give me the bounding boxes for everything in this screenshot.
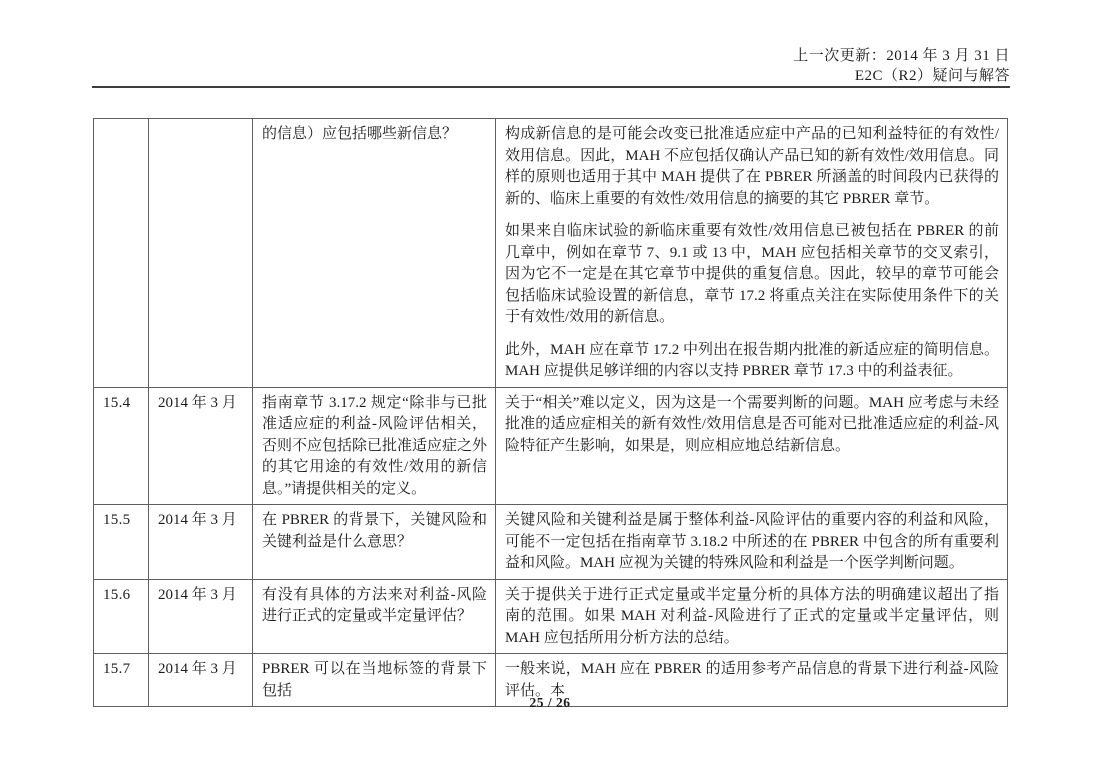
date-cell: 2014 年 3 月 [149,654,253,707]
answer-cell [496,579,1008,654]
qa-table-body [94,119,1008,707]
answer-paragraph: 构成新信息的是可能会改变已批准适应症中产品的已知利益特征的有效性/效用信息。因此，MAH 不应包括仅确认产品已知的新有效性/效用信息。同样的原则也适用于其中 MAH 提供了在 PBRER 所涵盖的时间段内已获得的新的、临床上重要的有效性/效用信息的摘要的其它 PBRER 章节。 [505,126,999,207]
question-number-cell [94,119,149,388]
question-number-cell: 15.5 [94,505,149,580]
question-cell: 的信息）应包括哪些新信息？ [253,119,496,388]
date-cell: 2014 年 3 月 [149,579,253,654]
question-cell: PBRER 可以在当地标签的背景下包括 [253,654,496,707]
page-header [793,46,1010,86]
question-cell: 在 PBRER 的背景下，关键风险和关键利益是什么意思？ [253,505,496,580]
answer-paragraph: 一般来说，MAH 应在 PBRER 的适用参考产品信息的背景下进行利益-风险评估。本 [505,661,999,699]
table-row [94,579,1008,654]
question-number-cell: 15.4 [94,387,149,505]
date-cell: 2014 年 3 月 [149,387,253,505]
question-cell: 有没有具体的方法来对利益-风险进行正式的定量或半定量评估？ [253,579,496,654]
answer-cell [496,387,1008,505]
question-number-cell: 15.7 [94,654,149,707]
date-cell: 2014 年 3 月 [149,505,253,580]
qa-table [93,118,1008,707]
table-row [94,119,1008,388]
answer-cell [496,505,1008,580]
date-cell [149,119,253,388]
question-cell: 指南章节 3.17.2 规定“除非与已批准适应症的利益-风险评估相关，否则不应包括除已批准适应症之外的其它用途的有效性/效用的新信息。”请提供相关的定义。 [253,387,496,505]
page-number: 25 / 26 [529,695,571,710]
question-number-cell: 15.6 [94,579,149,654]
answer-paragraph: 关于提供关于进行正式定量或半定量分析的具体方法的明确建议超出了指南的范围。如果 MAH 对利益-风险进行了正式的定量或半定量评估，则 MAH 应包括所用分析方法的总结。 [505,586,999,646]
answer-paragraph: 如果来自临床试验的新临床重要有效性/效用信息已被包括在 PBRER 的前几章中，例如在章节 7、9.1 或 13 中，MAH 应包括相关章节的交叉索引，因为它不一定是在其它章节中提供的重复信息。因此，较早的章节可能会包括临床试验设置的新信息，章节 17.2 将重点关注在实际使用条件下的关于有效性/效用的新信息。 [505,223,999,325]
table-row [94,387,1008,505]
answer-cell [496,119,1008,388]
answer-paragraph: 此外，MAH 应在章节 17.2 中列出在报告期内批准的新适应症的简明信息。MAH 应提供足够详细的内容以支持 PBRER 章节 17.3 中的利益表征。 [505,341,999,379]
document-title: E2C（R2）疑问与解答 [854,68,1010,84]
answer-paragraph: 关于“相关”难以定义，因为这是一个需要判断的问题。MAH 应考虑与未经批准的适应症相关的新有效性/效用信息是否可能对已批准适应症的利益-风险特征产生影响，如果是，则应相应地总结新信息。 [505,394,999,454]
header-rule [92,86,1010,88]
answer-paragraph: 关键风险和关键利益是属于整体利益-风险评估的重要内容的利益和风险，可能不一定包括在指南章节 3.18.2 中所述的在 PBRER 中包含的所有重要利益和风险。MAH 应视为关键的特殊风险和利益是一个医学判断问题。 [505,512,999,571]
table-row [94,505,1008,580]
last-updated-text: 上一次更新：2014 年 3 月 31 日 [793,48,1010,64]
